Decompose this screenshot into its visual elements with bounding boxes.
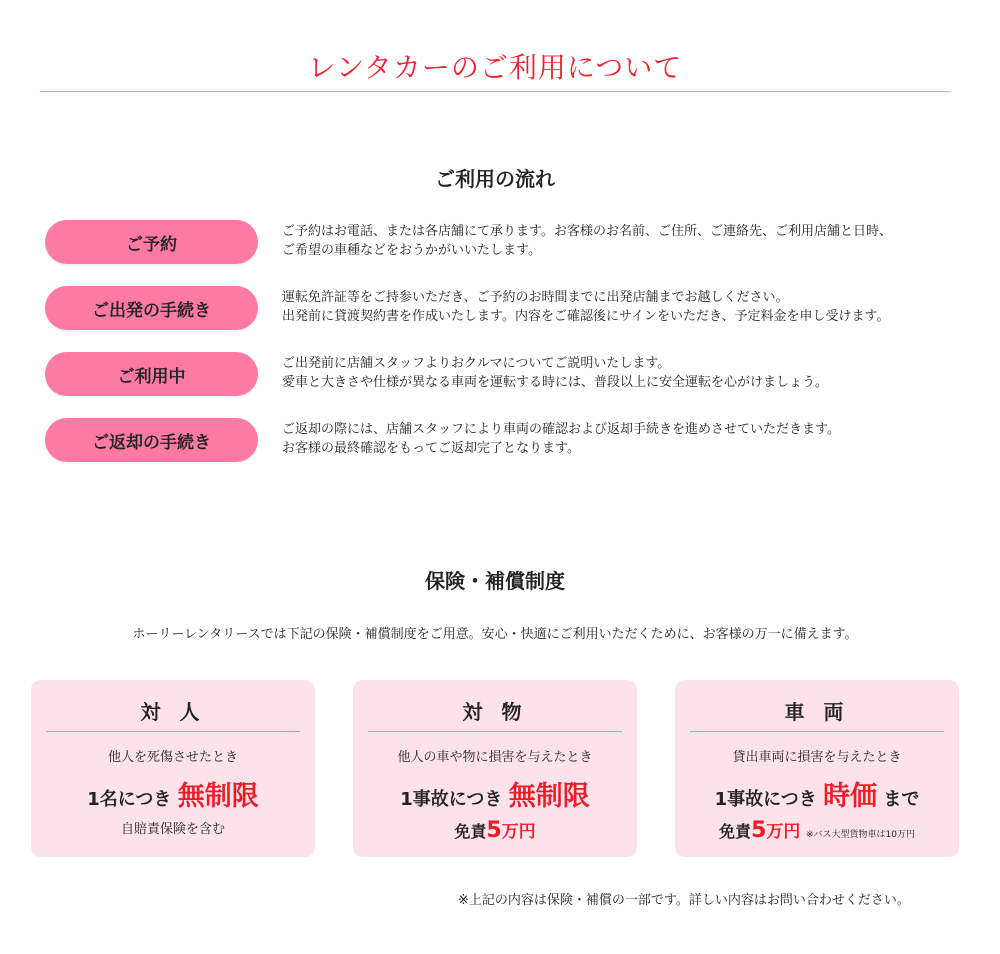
step-description-line: ご予約はお電話、または各店舗にて承ります。お客様のお名前、ご住所、ご連絡先、ご利用店舗と日時、 bbox=[282, 224, 892, 239]
coverage-prefix: 1事故につき bbox=[714, 789, 817, 810]
step-description bbox=[282, 222, 982, 260]
step-label: ご返却の手続き bbox=[45, 418, 258, 462]
flow-heading: ご利用の流れ bbox=[435, 167, 555, 191]
card-title: 対 物 bbox=[462, 700, 528, 724]
step-label: ご予約 bbox=[45, 220, 258, 264]
step-description-line: 運転免許証等をご持参いただき、ご予約のお時間までに出発店舗までお越しください。 bbox=[282, 290, 789, 305]
step-description-line: ご返却の際には、店舗スタッフにより車両の確認および返却手続きを進めさせていただきます。 bbox=[282, 422, 840, 437]
card-condition: 他人の車や物に損害を与えたとき bbox=[397, 750, 593, 765]
insurance-intro: ホーリーレンタリースでは下記の保険・補償制度をご用意。安心・快適にご利用いただくために、お客様の万一に備えます。 bbox=[132, 627, 858, 642]
deductible-note: ※バス大型貨物車は10万円 bbox=[805, 830, 915, 840]
card-title: 対 人 bbox=[140, 700, 206, 724]
step-description bbox=[282, 354, 982, 392]
deductible-label: 免責 bbox=[454, 822, 487, 841]
page-title: レンタカーのご利用について bbox=[307, 51, 683, 84]
card-condition: 貸出車両に損害を与えたとき bbox=[732, 750, 902, 765]
coverage-prefix: 1名につき bbox=[87, 789, 172, 810]
flow-step-in-use bbox=[0, 352, 1000, 398]
step-description-line: 出発前に貸渡契約書を作成いたします。内容をご確認後にサインをいただき、予定料金を申し受けます。 bbox=[282, 309, 890, 324]
coverage-prefix: 1事故につき bbox=[400, 789, 503, 810]
card-condition: 他人を死傷させたとき bbox=[107, 750, 238, 765]
card-title: 車 両 bbox=[784, 700, 850, 724]
step-description bbox=[282, 288, 982, 326]
flow-step-return bbox=[0, 418, 1000, 464]
step-description-line: 愛車と大きさや仕様が異なる車両を運転する時には、普段以上に安全運転を心がけましょう。 bbox=[282, 375, 829, 390]
insurance-card-property-damage bbox=[353, 680, 637, 857]
card-deductible bbox=[353, 817, 637, 843]
step-description bbox=[282, 420, 982, 458]
footnote: ※上記の内容は保険・補償の一部です。詳しい内容はお問い合わせください。 bbox=[458, 893, 910, 908]
deductible-value: 5 bbox=[751, 818, 767, 843]
card-coverage bbox=[675, 774, 959, 813]
card-divider bbox=[368, 731, 622, 732]
insurance-heading: 保険・補償制度 bbox=[425, 569, 565, 593]
deductible-value: 5 bbox=[486, 818, 502, 843]
deductible-unit: 万円 bbox=[501, 822, 536, 842]
insurance-card-bodily-injury bbox=[31, 680, 315, 857]
step-description-line: お客様の最終確認をもってご返却完了となります。 bbox=[282, 441, 580, 456]
step-description-line: ご出発前に店舗スタッフよりおクルマについてご説明いたします。 bbox=[282, 356, 671, 371]
title-divider bbox=[40, 91, 950, 92]
card-coverage bbox=[31, 774, 315, 813]
card-coverage bbox=[353, 774, 637, 813]
card-note: 自賠責保険を含む bbox=[120, 822, 225, 837]
flow-step-departure bbox=[0, 286, 1000, 332]
card-divider bbox=[46, 731, 300, 732]
step-description-line: ご希望の車種などをおうかがいいたします。 bbox=[282, 243, 541, 258]
card-divider bbox=[690, 731, 944, 732]
coverage-suffix: まで bbox=[883, 789, 920, 810]
step-label: ご出発の手続き bbox=[45, 286, 258, 330]
step-label: ご利用中 bbox=[45, 352, 258, 396]
insurance-card-vehicle bbox=[675, 680, 959, 857]
card-deductible bbox=[675, 817, 959, 843]
deductible-unit: 万円 bbox=[766, 822, 801, 842]
coverage-highlight: 時価 bbox=[823, 781, 878, 812]
deductible-label: 免責 bbox=[719, 822, 752, 841]
flow-step-reservation bbox=[0, 220, 1000, 266]
coverage-highlight: 無制限 bbox=[508, 781, 590, 812]
coverage-highlight: 無制限 bbox=[177, 781, 259, 812]
